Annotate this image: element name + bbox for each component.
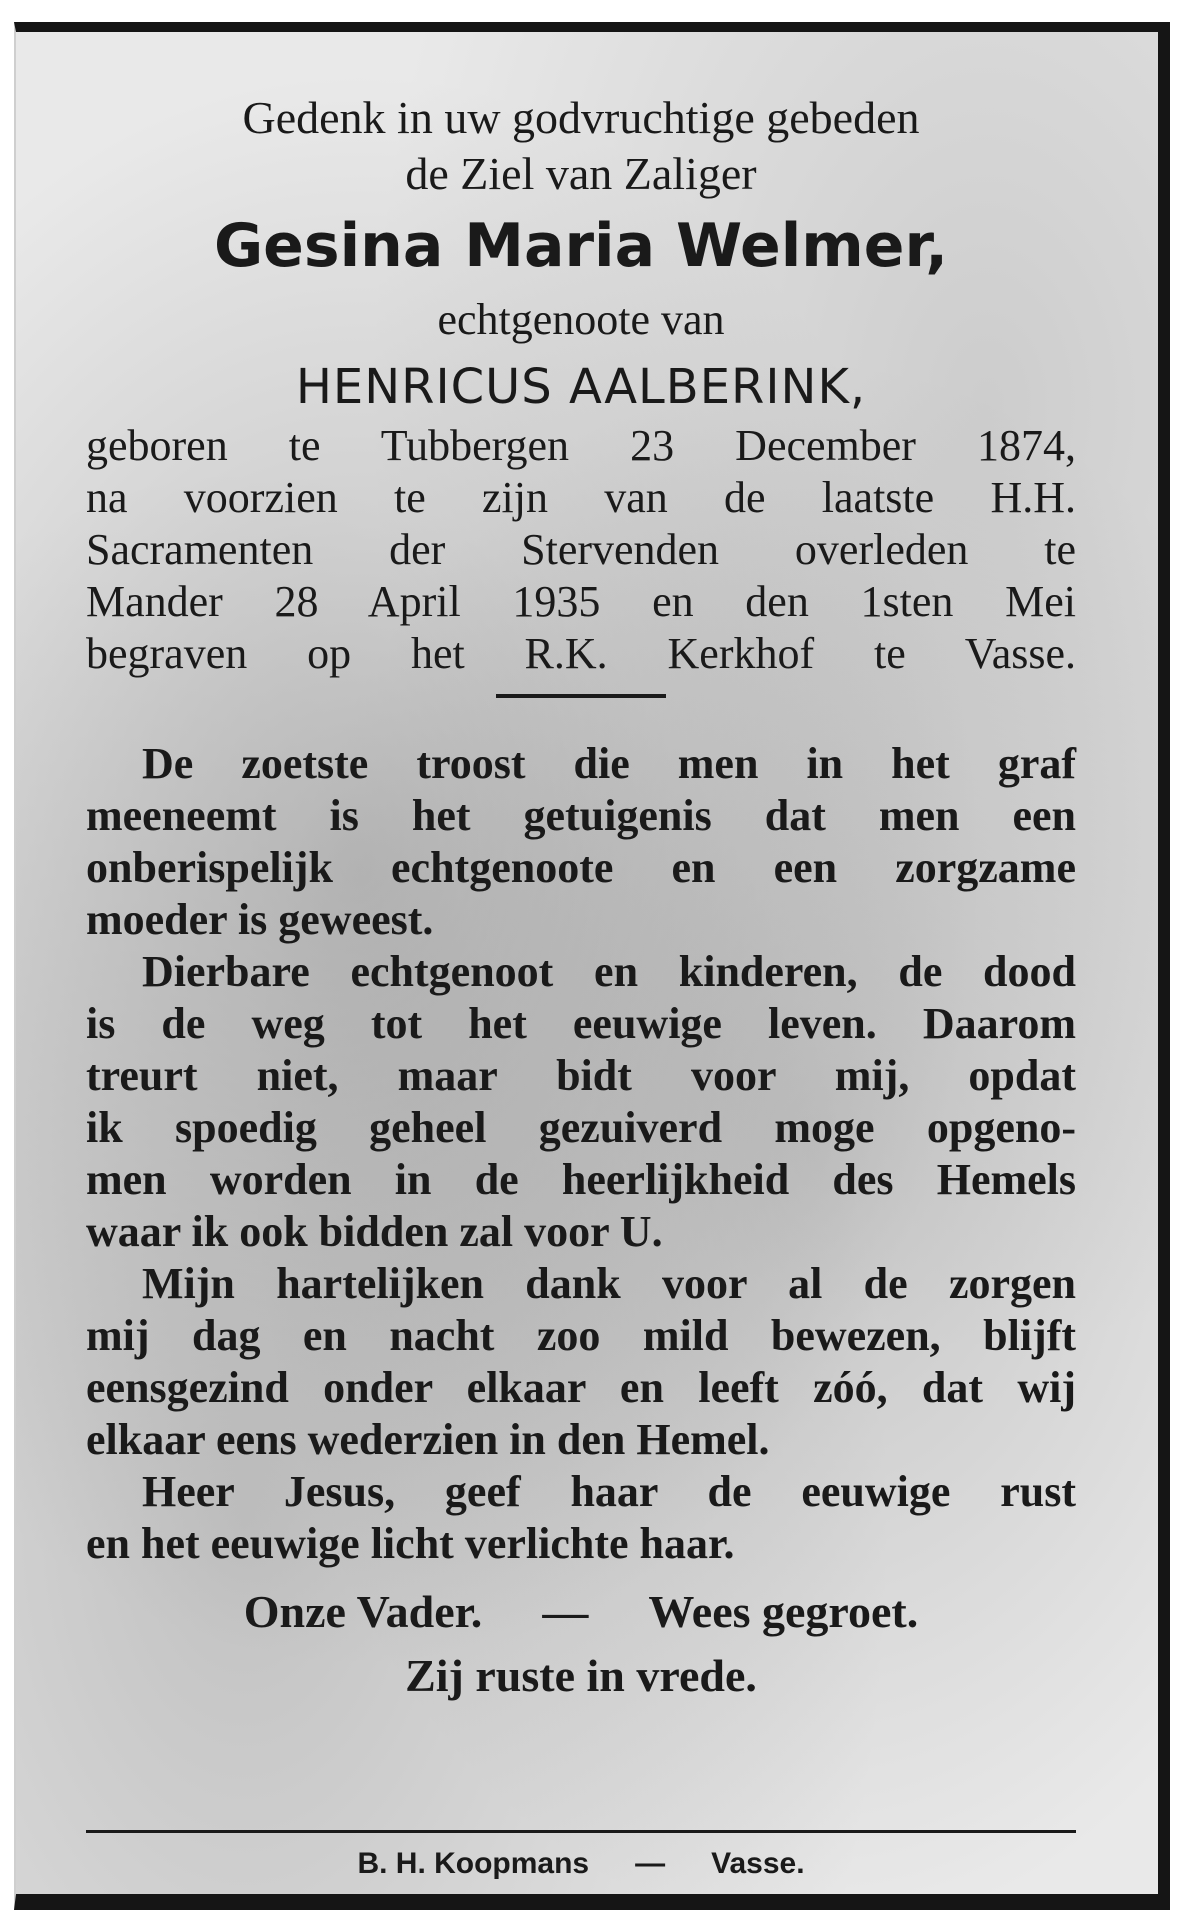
paragraph-line: Dierbare echtgenoot en kinderen, de dood xyxy=(142,947,1076,996)
footer-divider xyxy=(86,1830,1076,1833)
memorial-card xyxy=(14,22,1170,1910)
prayer-our-father: Onze Vader. xyxy=(243,1586,483,1637)
paragraph-2 xyxy=(86,946,1076,1258)
printer-footer xyxy=(86,1844,1076,1884)
paragraph-line: treurt niet, maar bidt voor mij, opdat xyxy=(86,1051,1076,1100)
paragraph-line: meeneemt is het getuigenis dat men een xyxy=(86,791,1076,840)
spouse-name: HENRICUS AALBERINK, xyxy=(295,359,867,415)
paragraph-line: moeder is geweest. xyxy=(86,895,434,944)
details-line: Sacramenten der Stervenden overleden te xyxy=(86,525,1076,574)
prayers-line xyxy=(86,1580,1076,1644)
details-line: geboren te Tubbergen 23 December 1874, xyxy=(86,421,1076,470)
paragraph-1 xyxy=(86,738,1076,946)
paragraph-line: Mijn hartelijken dank voor al de zorgen xyxy=(142,1259,1076,1308)
card-content xyxy=(86,90,1076,1708)
spouse-label: echtgenoote van xyxy=(437,295,725,344)
paragraph-3 xyxy=(86,1258,1076,1466)
prayer-separator: — xyxy=(542,1586,589,1637)
deceased-name: Gesina Maria Welmer, xyxy=(213,211,949,281)
details-line: begraven op het R.K. Kerkhof te Vasse. xyxy=(86,629,1076,678)
paragraph-line: eensgezind onder elkaar en leeft zóó, dat wij xyxy=(86,1363,1076,1412)
header-line-1: Gedenk in uw godvruchtige gebeden xyxy=(242,92,920,143)
paragraph-4 xyxy=(86,1466,1076,1570)
paragraph-line: men worden in de heerlijkheid des Hemels xyxy=(86,1155,1076,1204)
paragraph-line: ik spoedig geheel gezuiverd moge opgeno- xyxy=(86,1103,1076,1152)
paragraph-line: is de weg tot het eeuwige leven. Daarom xyxy=(86,999,1076,1048)
closing-line: Zij ruste in vrede. xyxy=(405,1650,757,1701)
paragraph-line: Heer Jesus, geef haar de eeuwige rust xyxy=(142,1467,1076,1516)
paragraph-line: en het eeuwige licht verlichte haar. xyxy=(86,1519,735,1568)
paragraph-line: mij dag en nacht zoo mild bewezen, blijft xyxy=(86,1311,1076,1360)
details-line: Mander 28 April 1935 en den 1sten Mei xyxy=(86,577,1076,626)
paragraph-line: onberispelijk echtgenoote en een zorgzame xyxy=(86,843,1076,892)
details-block xyxy=(86,420,1076,680)
printer-place: Vasse. xyxy=(711,1847,805,1880)
paragraph-line: waar ik ook bidden zal voor U. xyxy=(86,1207,663,1256)
printer-name: B. H. Koopmans xyxy=(357,1847,590,1880)
header-line-2: de Ziel van Zaliger xyxy=(405,148,757,199)
paragraph-line: elkaar eens wederzien in den Hemel. xyxy=(86,1415,770,1464)
details-line: na voorzien te zijn van de laatste H.H. xyxy=(86,473,1076,522)
paragraph-line: De zoetste troost die men in het graf xyxy=(142,739,1076,788)
footer-separator: — xyxy=(635,1847,666,1880)
prayer-hail-mary: Wees gegroet. xyxy=(648,1586,919,1637)
divider xyxy=(496,694,666,698)
